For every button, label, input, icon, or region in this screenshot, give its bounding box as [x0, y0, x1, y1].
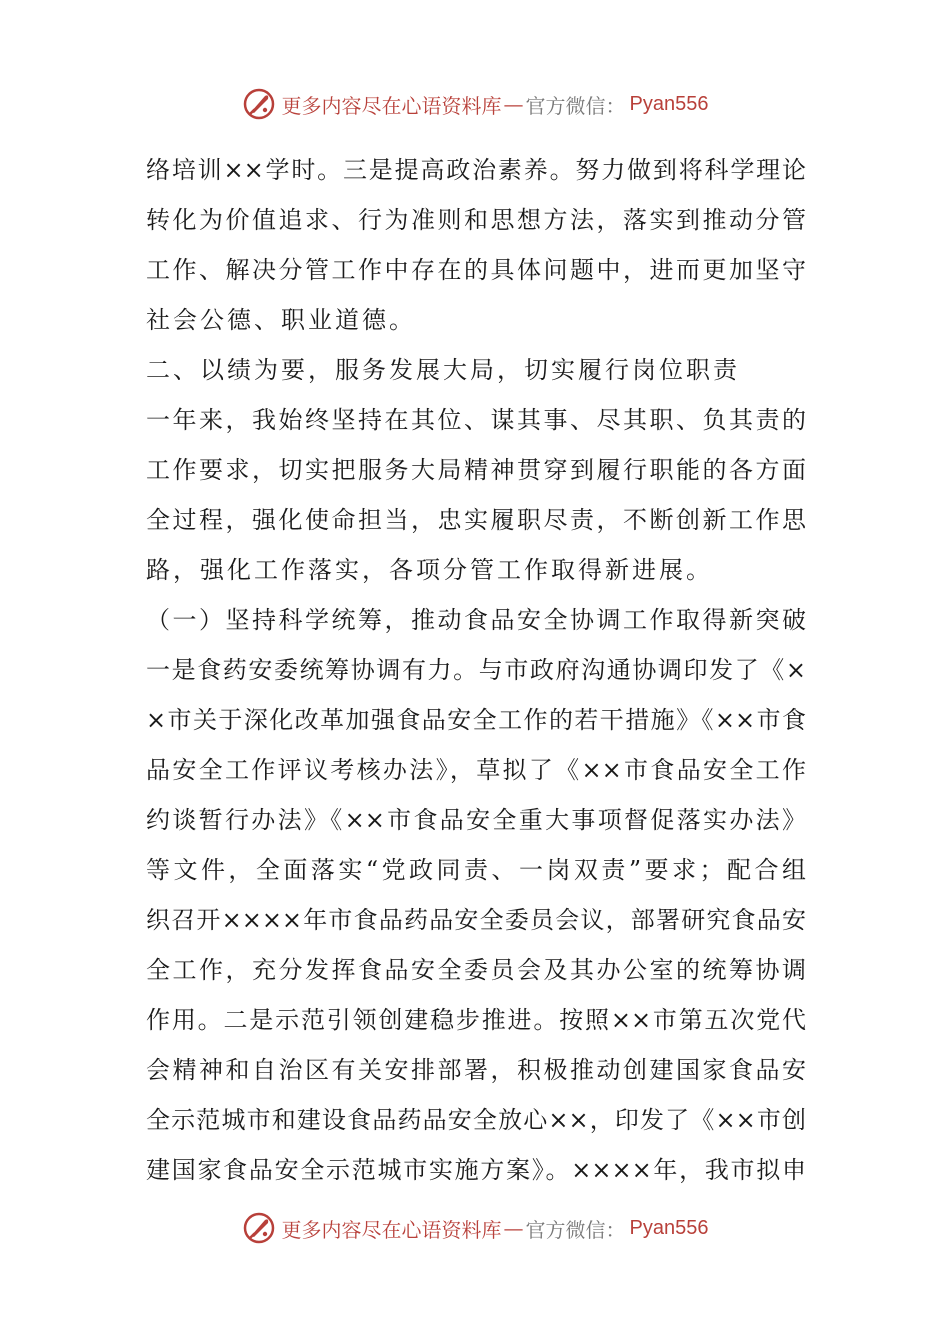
banner-brand: 更多内容尽在心语资料库 [281, 1217, 502, 1242]
text-line: 路，强化工作落实，各项分管工作取得新进展。 [146, 556, 713, 584]
text-line: 等文件，全面落实“党政同责、一岗双责”要求；配合组 [146, 856, 806, 884]
header-banner [0, 82, 950, 126]
text-line: 工作、解决分管工作中存在的具体问题中，进而更加坚守 [146, 256, 806, 284]
banner-wechat-id: Pyan556 [629, 92, 709, 115]
banner-dash: — [503, 92, 524, 116]
quill-logo-icon [242, 87, 276, 121]
text-line: ×市关于深化改革加强食品安全工作的若干措施》《××市食 [146, 706, 806, 734]
text-line: 社会公德、职业道德。 [146, 306, 416, 334]
quill-logo-icon [242, 1211, 276, 1245]
text-line: （一）坚持科学统筹，推动食品安全协调工作取得新突破 [146, 606, 806, 634]
text-line: 转化为价值追求、行为准则和思想方法，落实到推动分管 [146, 206, 806, 234]
banner-wechat-id: Pyan556 [629, 1216, 709, 1239]
document-body [146, 145, 806, 1195]
text-line: 建国家食品安全示范城市实施方案》。××××年，我市拟申 [146, 1156, 806, 1184]
banner-official-label: 官方微信： [525, 1217, 626, 1242]
text-line: 工作要求，切实把服务大局精神贯穿到履行职能的各方面 [146, 456, 806, 484]
text-line: 一是食药安委统筹协调有力。与市政府沟通协调印发了《× [146, 656, 806, 684]
text-line: 全工作，充分发挥食品安全委员会及其办公室的统筹协调 [146, 956, 806, 984]
text-line: 络培训××学时。三是提高政治素养。努力做到将科学理论 [146, 156, 806, 184]
text-line: 二、以绩为要，服务发展大局，切实履行岗位职责 [146, 356, 740, 384]
text-line: 会精神和自治区有关安排部署，积极推动创建国家食品安 [146, 1056, 806, 1084]
text-line: 全过程，强化使命担当，忠实履职尽责，不断创新工作思 [146, 506, 806, 534]
text-line: 织召开××××年市食品药品安全委员会议，部署研究食品安 [146, 906, 806, 934]
text-line: 约谈暂行办法》《××市食品安全重大事项督促落实办法》 [146, 806, 806, 834]
text-line: 全示范城市和建设食品药品安全放心××，印发了《××市创 [146, 1106, 806, 1134]
banner-dash: — [503, 1216, 524, 1240]
banner-official-label: 官方微信： [525, 93, 626, 118]
banner-brand: 更多内容尽在心语资料库 [281, 93, 502, 118]
text-line: 一年来，我始终坚持在其位、谋其事、尽其职、负其责的 [146, 406, 806, 434]
text-line: 作用。二是示范引领创建稳步推进。按照××市第五次党代 [146, 1006, 806, 1034]
footer-banner [0, 1206, 950, 1250]
text-line: 品安全工作评议考核办法》，草拟了《××市食品安全工作 [146, 756, 806, 784]
